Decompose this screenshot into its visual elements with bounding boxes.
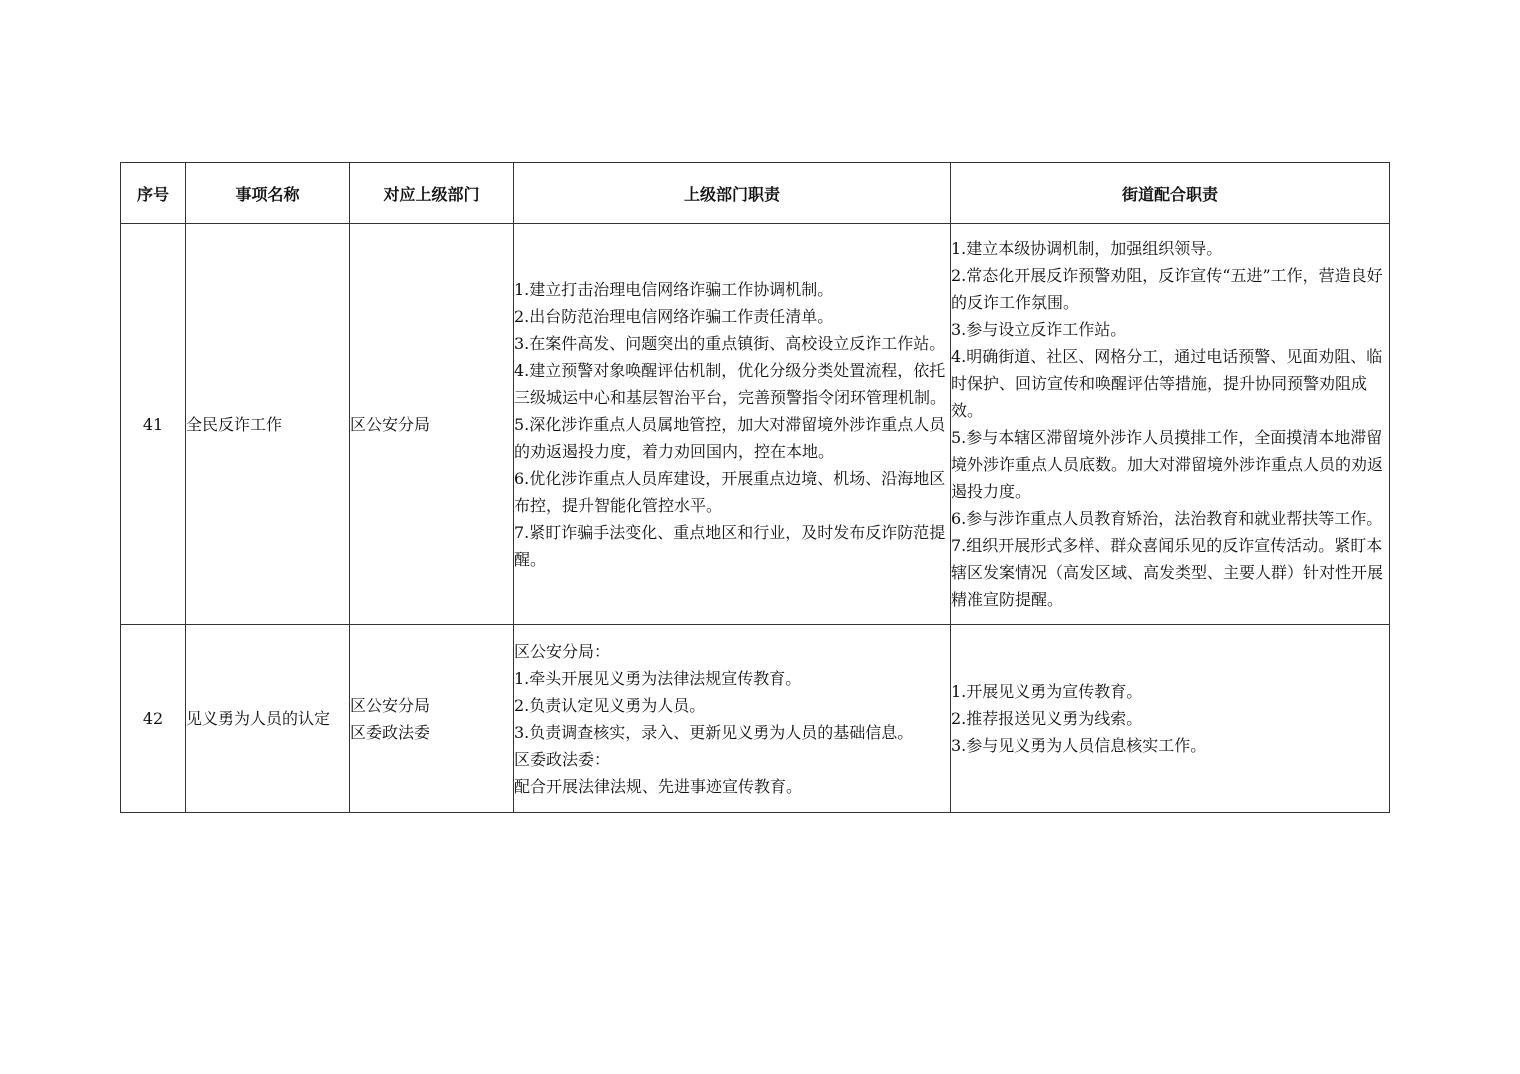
- duty-line: 区公安分局：: [514, 641, 611, 661]
- duty-line: 1.建立本级协调机制，加强组织领导。: [951, 239, 1223, 258]
- item-name: 全民反诈工作: [186, 224, 350, 625]
- row-number: 42: [121, 625, 186, 813]
- header-no: 序号: [121, 163, 186, 224]
- duty-line: 4.明确街道、社区、网格分工，通过电话预警、见面劝阻、临时保护、回访宣传和唤醒评估等措施，提升协同预警劝阻成效。: [951, 347, 1383, 420]
- street-duty-cell: [951, 224, 1390, 625]
- duty-line: 配合开展法律法规、先进事迹宣传教育。: [514, 776, 803, 796]
- header-superior-duty: 上级部门职责: [514, 163, 951, 224]
- duty-line: 1.开展见义勇为宣传教育。: [951, 682, 1143, 701]
- superior-duty-cell: [514, 224, 951, 625]
- duty-line: 3.在案件高发、问题突出的重点镇街、高校设立反诈工作站。: [514, 333, 946, 353]
- duty-table: [120, 162, 1390, 813]
- table-row: [121, 224, 1390, 625]
- header-dept: 对应上级部门: [350, 163, 514, 224]
- duty-line: 3.参与见义勇为人员信息核实工作。: [951, 736, 1207, 755]
- duty-line: 3.参与设立反诈工作站。: [951, 320, 1127, 339]
- duty-line: 2.负责认定见义勇为人员。: [514, 695, 706, 715]
- duty-line: 区委政法委：: [514, 749, 611, 769]
- dept-line: 区公安分局: [350, 695, 431, 715]
- duty-line: 2.出台防范治理电信网络诈骗工作责任清单。: [514, 306, 834, 326]
- row-number: 41: [121, 224, 186, 625]
- duty-line: 6.优化涉诈重点人员库建设，开展重点边境、机场、沿海地区布控，提升智能化管控水平。: [514, 468, 946, 515]
- header-name: 事项名称: [186, 163, 350, 224]
- duty-line: 1.建立打击治理电信网络诈骗工作协调机制。: [514, 279, 834, 299]
- table-row: [121, 625, 1390, 813]
- duty-line: 5.深化涉诈重点人员属地管控，加大对滞留境外涉诈重点人员的劝返遏投力度，着力劝回国内，控在本地。: [514, 414, 946, 461]
- duty-line: 2.常态化开展反诈预警劝阻，反诈宣传“五进”工作，营造良好的反诈工作氛围。: [951, 266, 1383, 312]
- duty-line: 7.紧盯诈骗手法变化、重点地区和行业，及时发布反诈防范提醒。: [514, 522, 946, 569]
- item-name: 见义勇为人员的认定: [186, 625, 350, 813]
- superior-duty-cell: [514, 625, 951, 813]
- duty-line: 1.牵头开展见义勇为法律法规宣传教育。: [514, 668, 802, 688]
- dept-line: 区委政法委: [350, 722, 431, 742]
- duty-line: 6.参与涉诈重点人员教育矫治，法治教育和就业帮扶等工作。: [951, 509, 1383, 528]
- header-street-duty: 街道配合职责: [951, 163, 1390, 224]
- header-row: [121, 163, 1390, 224]
- duty-line: 5.参与本辖区滞留境外涉诈人员摸排工作，全面摸清本地滞留境外涉诈重点人员底数。加大对滞留境外涉诈重点人员的劝返遏投力度。: [951, 428, 1384, 501]
- street-duty-cell: [951, 625, 1390, 813]
- superior-dept: [350, 625, 514, 813]
- duty-line: 2.推荐报送见义勇为线索。: [951, 709, 1143, 728]
- superior-dept: 区公安分局: [350, 224, 514, 625]
- duty-line: 7.组织开展形式多样、群众喜闻乐见的反诈宣传活动。紧盯本辖区发案情况（高发区域、高发类型、主要人群）针对性开展精准宣防提醒。: [951, 536, 1384, 609]
- duty-line: 3.负责调查核实，录入、更新见义勇为人员的基础信息。: [514, 722, 914, 742]
- duty-line: 4.建立预警对象唤醒评估机制，优化分级分类处置流程，依托三级城运中心和基层智治平台，完善预警指令闭环管理机制。: [514, 360, 947, 407]
